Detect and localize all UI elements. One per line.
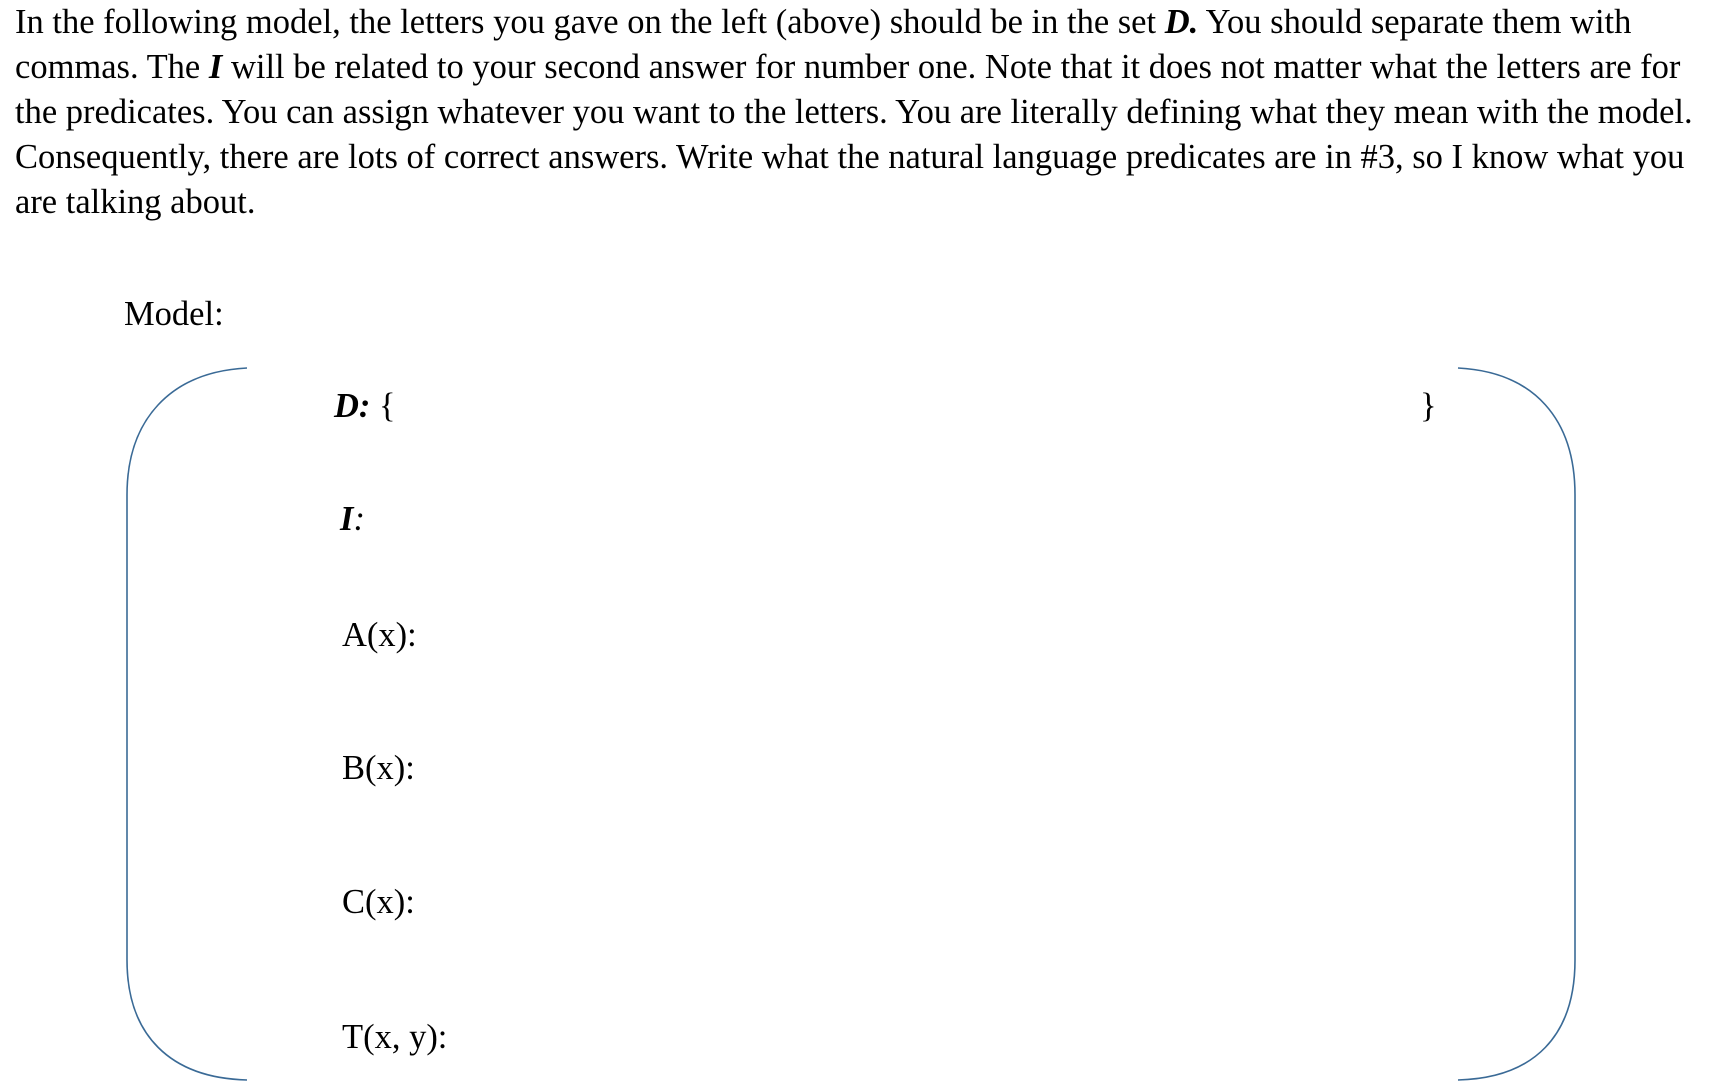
left-bracket xyxy=(127,368,247,1080)
domain-symbol: D: xyxy=(334,387,371,425)
model-label: Model: xyxy=(124,295,224,333)
predicate-b-row: B(x): xyxy=(342,749,415,787)
set-i-symbol: I xyxy=(208,48,223,86)
interpretation-symbol: I xyxy=(340,500,354,538)
predicate-c-row: C(x): xyxy=(342,883,415,921)
interpretation-row xyxy=(340,497,365,542)
predicate-t-row: T(x, y): xyxy=(342,1018,448,1056)
set-d-symbol: D. xyxy=(1164,3,1199,41)
instructions-text-3: will be related to your second answer for number one. Note that it does not matter what the letters are for the predicates. You can assign whatever you want to the letters. You are literally defining what they mean with the model. Consequently, there are lots of correct answers. Write what the natural language predicates are in #3, so I know what you are talking about. xyxy=(15,48,1693,221)
instructions-text-1: In the following model, the letters you gave on the left (above) should be in the set xyxy=(15,3,1165,41)
predicate-a-row: A(x): xyxy=(342,616,417,654)
interpretation-colon: : xyxy=(353,500,365,538)
domain-open-brace: { xyxy=(370,387,396,425)
right-bracket xyxy=(1458,368,1575,1080)
domain-close-brace: } xyxy=(1420,387,1437,425)
instructions-paragraph xyxy=(15,0,1705,225)
domain-row xyxy=(334,384,396,429)
instructions-text-2: You should separate them with commas. The xyxy=(15,3,1632,86)
